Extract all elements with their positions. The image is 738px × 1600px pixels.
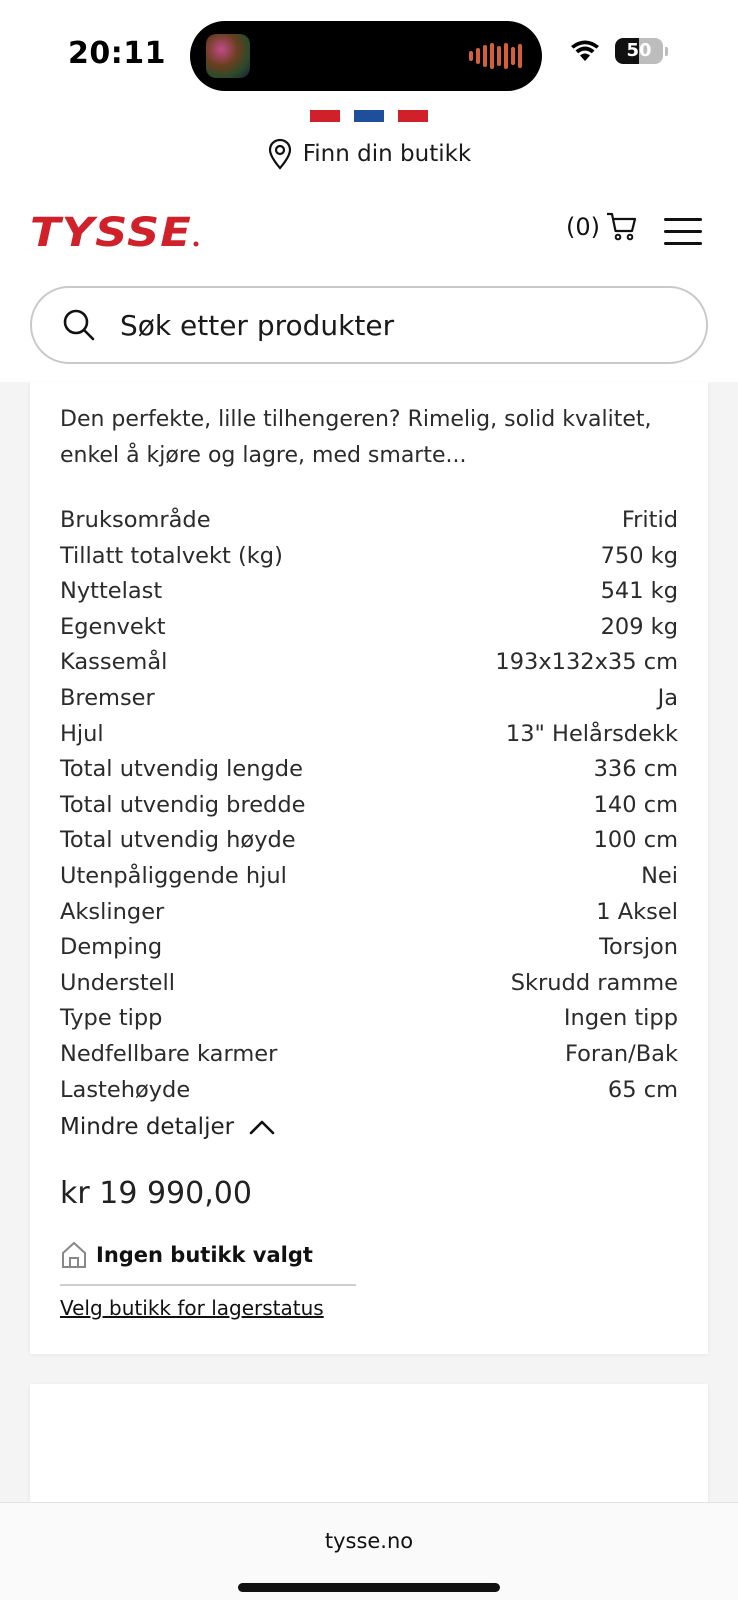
store-status xyxy=(60,1240,313,1270)
spec-label: Total utvendig høyde xyxy=(60,827,296,854)
spec-label: Total utvendig bredde xyxy=(60,791,306,818)
spec-value: Ja xyxy=(657,684,678,711)
site-header xyxy=(0,110,738,382)
spec-row xyxy=(60,609,678,645)
spec-value: 336 cm xyxy=(593,756,678,783)
spec-row xyxy=(60,822,678,858)
find-store-label: Finn din butikk xyxy=(302,141,472,167)
store-divider xyxy=(60,1284,356,1286)
shopping-cart-icon xyxy=(606,212,638,242)
search-icon xyxy=(62,308,96,342)
cart-count: (0) xyxy=(566,213,600,241)
spec-value: Ingen tipp xyxy=(563,1005,678,1032)
spec-row xyxy=(60,538,678,574)
spec-label: Akslinger xyxy=(60,898,165,925)
spec-label: Hjul xyxy=(60,720,104,747)
less-details-toggle[interactable] xyxy=(60,1114,276,1140)
spec-row xyxy=(60,858,678,894)
spec-row xyxy=(60,1036,678,1072)
spec-label: Lastehøyde xyxy=(60,1076,191,1103)
spec-row xyxy=(60,929,678,965)
spec-label: Understell xyxy=(60,969,175,996)
norwegian-flag-stripes xyxy=(310,110,428,122)
product-card xyxy=(30,382,708,1354)
spec-row xyxy=(60,573,678,609)
spec-label: Total utvendig lengde xyxy=(60,756,303,783)
chevron-up-icon xyxy=(248,1118,276,1136)
spec-row xyxy=(60,644,678,680)
spec-value: Foran/Bak xyxy=(564,1040,678,1067)
spec-value: 209 kg xyxy=(600,613,678,640)
spec-row xyxy=(60,751,678,787)
select-store-link[interactable]: Velg butikk for lagerstatus xyxy=(60,1296,324,1320)
store-status-label: Ingen butikk valgt xyxy=(96,1243,313,1267)
spec-value: 100 cm xyxy=(593,827,678,854)
hamburger-menu-icon[interactable] xyxy=(664,218,702,248)
find-store-link[interactable] xyxy=(0,138,738,170)
spec-label: Utenpåliggende hjul xyxy=(60,862,287,889)
spec-label: Bruksområde xyxy=(60,507,211,533)
less-details-label: Mindre detaljer xyxy=(60,1114,235,1140)
browser-url-bar[interactable] xyxy=(0,1502,738,1600)
now-playing-artwork xyxy=(206,34,250,78)
spec-value: Fritid xyxy=(621,507,678,533)
url-text[interactable]: tysse.no xyxy=(324,1529,414,1553)
spec-label: Tillatt totalvekt (kg) xyxy=(60,542,283,569)
dynamic-island xyxy=(190,21,542,91)
spec-label: Nyttelast xyxy=(60,578,163,605)
spec-row xyxy=(60,502,678,538)
flag-stripe-red xyxy=(310,110,340,122)
tysse-logo[interactable] xyxy=(30,212,200,256)
status-time: 20:11 xyxy=(68,36,166,71)
spec-row xyxy=(60,1072,678,1108)
spec-row xyxy=(60,894,678,930)
cart-button[interactable] xyxy=(566,212,638,242)
spec-row xyxy=(60,965,678,1001)
spec-row xyxy=(60,716,678,752)
spec-table xyxy=(60,502,678,1107)
store-house-icon xyxy=(60,1240,88,1270)
spec-value: Skrudd ramme xyxy=(510,969,678,996)
spec-label: Kassemål xyxy=(60,649,168,676)
search-input[interactable] xyxy=(120,309,660,342)
location-pin-icon xyxy=(267,138,293,170)
flag-stripe-red xyxy=(398,110,428,122)
spec-label: Egenvekt xyxy=(60,613,166,640)
spec-value: 140 cm xyxy=(593,791,678,818)
status-bar xyxy=(0,0,738,110)
spec-label: Type tipp xyxy=(60,1005,163,1032)
svg-text:TYSSE: TYSSE xyxy=(30,212,192,252)
battery-cap xyxy=(665,47,668,56)
status-icons xyxy=(569,38,668,64)
audio-waveform-icon xyxy=(469,43,522,69)
spec-value: 1 Aksel xyxy=(596,898,678,925)
home-indicator[interactable] xyxy=(238,1583,500,1592)
battery-indicator xyxy=(615,38,663,64)
search-bar[interactable] xyxy=(30,286,708,364)
spec-row xyxy=(60,787,678,823)
product-price: kr 19 990,00 xyxy=(60,1176,252,1211)
spec-row xyxy=(60,680,678,716)
wifi-icon xyxy=(569,39,601,63)
product-description: Den perfekte, lille tilhengeren? Rimelig, solid kvalitet, enkel å kjøre og lagre, med smarte... xyxy=(60,407,652,468)
spec-label: Nedfellbare karmer xyxy=(60,1040,278,1067)
battery-level: 50 xyxy=(626,40,652,61)
spec-value: 13" Helårsdekk xyxy=(505,720,678,747)
spec-value: Torsjon xyxy=(599,934,678,961)
spec-value: 750 kg xyxy=(600,542,678,569)
spec-row xyxy=(60,1000,678,1036)
flag-stripe-blue xyxy=(354,110,384,122)
spec-value: 193x132x35 cm xyxy=(495,649,678,676)
spec-value: 65 cm xyxy=(607,1076,678,1103)
tysse-logo-mark xyxy=(30,212,200,252)
spec-label: Bremser xyxy=(60,684,155,711)
spec-label: Demping xyxy=(60,934,163,961)
spec-value: Nei xyxy=(641,862,678,889)
spec-value: 541 kg xyxy=(600,578,678,605)
